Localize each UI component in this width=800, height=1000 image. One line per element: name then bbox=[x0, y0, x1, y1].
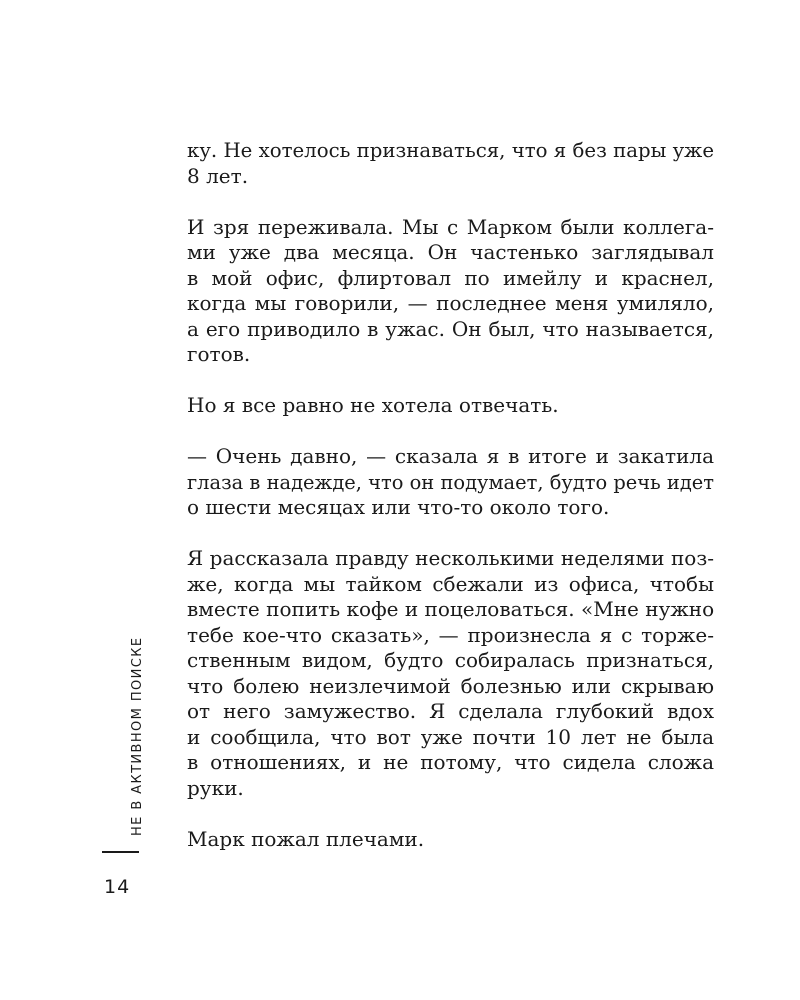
running-head: НЕ В АКТИВНОМ ПОИСКЕ bbox=[130, 636, 145, 836]
paragraph bbox=[187, 138, 714, 189]
text-line: от него замужество. Я сделала глубокий вдох bbox=[187, 699, 714, 723]
body-text bbox=[187, 138, 714, 878]
text-line: руки. bbox=[187, 775, 244, 800]
text-line: — Очень давно, — сказала я в итоге и закатила bbox=[187, 444, 714, 468]
paragraph bbox=[187, 215, 714, 368]
text-line: вместе попить кофе и поцеловаться. «Мне нужно bbox=[187, 597, 715, 621]
text-line: а его приводило в ужас. Он был, что называется, bbox=[187, 316, 714, 341]
text-line: что болею неизлечимой болезнью или скрываю bbox=[187, 673, 714, 698]
paragraph bbox=[187, 444, 714, 521]
text-line: Но я все равно не хотела отвечать. bbox=[187, 393, 559, 417]
text-line: Марк пожал плечами. bbox=[187, 826, 425, 851]
text-line: же, когда мы тайком сбежали из офиса, чтобы bbox=[187, 571, 714, 596]
text-line: в отношениях, и не потому, что сидела сложа bbox=[187, 750, 714, 774]
paragraph bbox=[187, 546, 714, 801]
text-line: и сообщила, что вот уже почти 10 лет не была bbox=[187, 724, 714, 749]
text-line: Я рассказала правду несколькими неделями поз- bbox=[187, 546, 714, 570]
paragraph bbox=[187, 393, 714, 419]
text-line: готов. bbox=[187, 342, 251, 366]
text-line: ственным видом, будто собиралась признаться, bbox=[187, 648, 714, 672]
text-line: ми уже два месяца. Он частенько заглядывал bbox=[187, 240, 714, 264]
text-line: 8 лет. bbox=[187, 163, 249, 188]
divider-rule bbox=[102, 851, 139, 853]
text-line: о шести месяцах или что-то около того. bbox=[187, 495, 610, 519]
text-line: когда мы говорили, — последнее меня умиляло, bbox=[187, 291, 714, 315]
page-number: 14 bbox=[104, 876, 131, 898]
text-line: глаза в надежде, что он подумает, будто речь идет bbox=[187, 470, 714, 494]
text-line: тебе кое-что сказать», — произнесла я с торже- bbox=[187, 622, 714, 647]
text-line: в мой офис, флиртовал по имейлу и краснел, bbox=[187, 265, 714, 290]
text-line: И зря переживала. Мы с Марком были коллега- bbox=[187, 214, 714, 239]
paragraph bbox=[187, 827, 714, 853]
text-line: ку. Не хотелось признаваться, что я без пары уже bbox=[187, 139, 714, 162]
